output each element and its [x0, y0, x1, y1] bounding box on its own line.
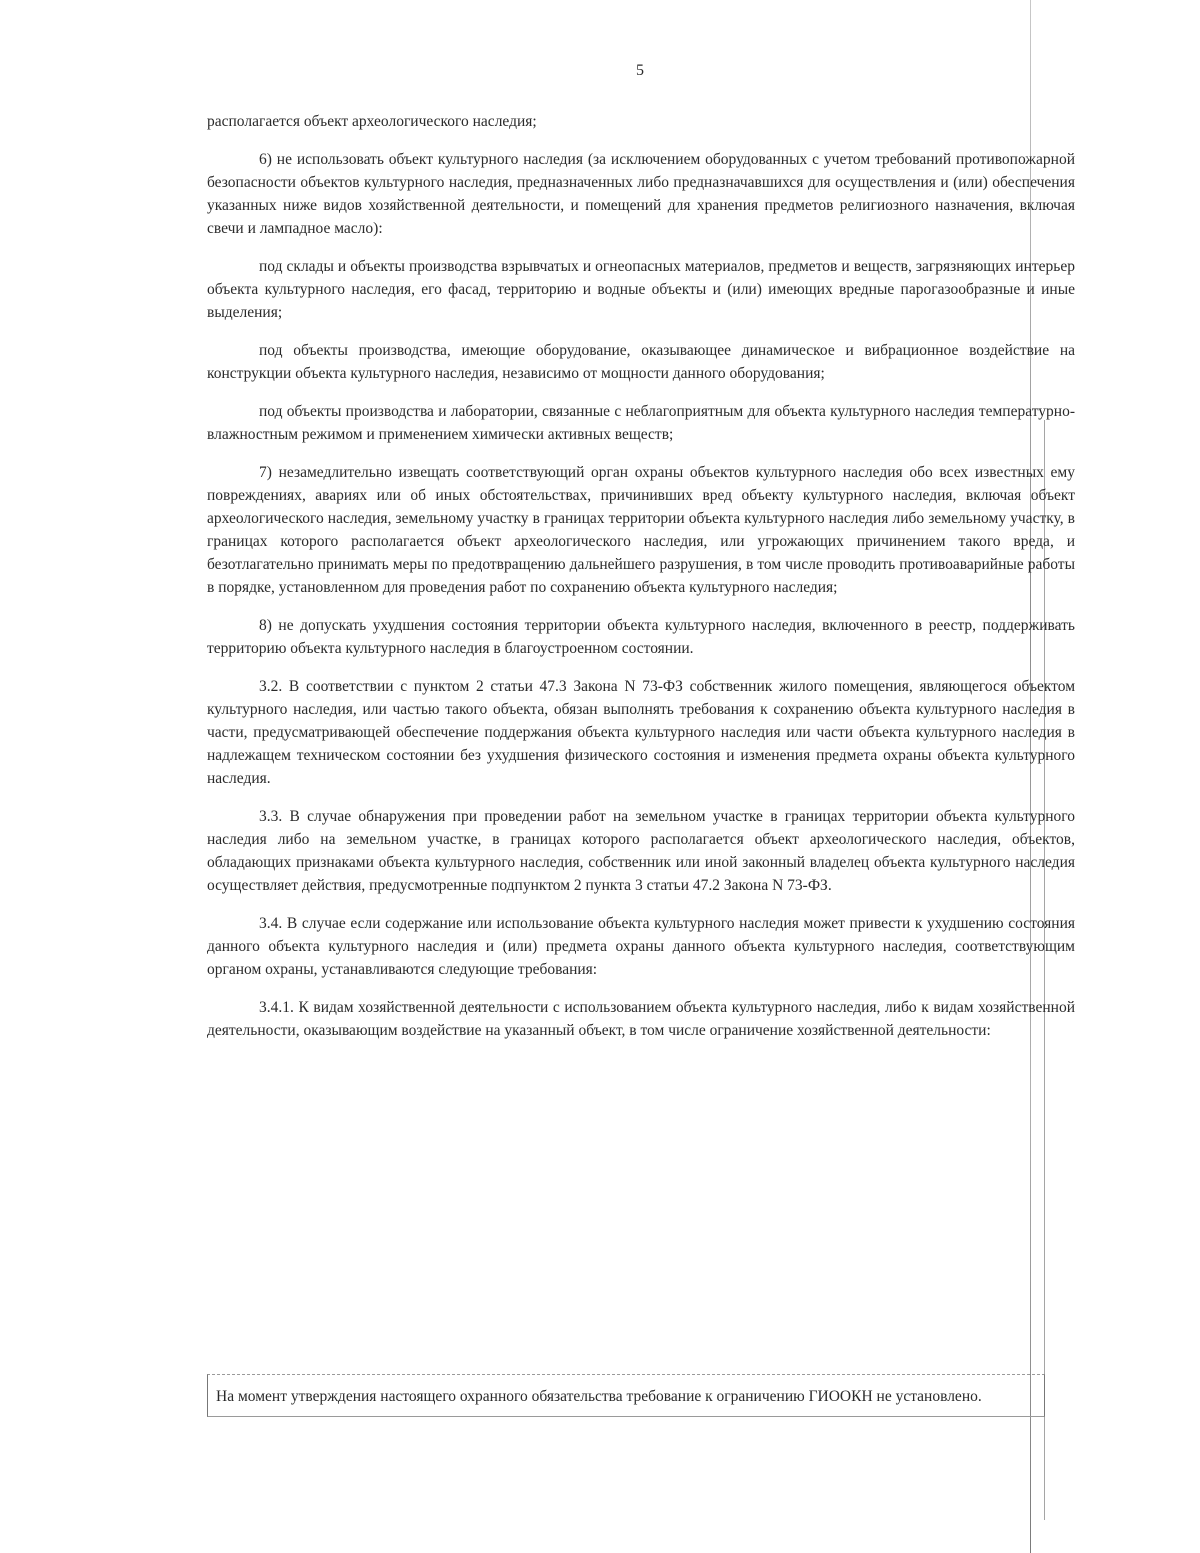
page-number: 5: [636, 62, 644, 79]
paragraph: под объекты производства и лаборатории, связанные с неблагоприятным для объекта культурного наследия температурно-влажностным режимом и применением химически активных веществ;: [207, 403, 1075, 443]
restriction-note-text: На момент утверждения настоящего охранного обязательства требование к ограничению ГИООКН не установлено.: [216, 1388, 982, 1405]
paragraph: 7) незамедлительно извещать соответствующий орган охраны объектов культурного наследия обо всех известных ему повреждениях, авариях или об иных обстоятельствах, причинивших вред объекту культурного наследия, включая объект археологического наследия, земельному участку в границах территории объекта культурного наследия либо земельному участку, в границах которого располагается объект археологического наследия, или угрожающих причинением такого вреда, и безотлагательно принимать меры по предотвращению дальнейшего разрушения, в том числе проводить противоаварийные работы в порядке, установленном для проведения работ по сохранению объекта культурного наследия;: [207, 464, 1075, 596]
paragraph: под склады и объекты производства взрывчатых и огнеопасных материалов, предметов и веществ, загрязняющих интерьер объекта культурного наследия, его фасад, территорию и водные объекты и (или) имеющих вредные парогазообразные и иные выделения;: [207, 258, 1075, 321]
paragraph: 3.4. В случае если содержание или использование объекта культурного наследия может привести к ухудшению состояния данного объекта культурного наследия и (или) предмета охраны данного объекта культурного наследия, соответствующим органом охраны, устанавливаются следующие требования:: [207, 915, 1075, 978]
paragraph: 3.4.1. К видам хозяйственной деятельности с использованием объекта культурного наследия, либо к видам хозяйственной деятельности, оказывающим воздействие на указанный объект, в том числе ограничение хозяйственной деятельности:: [207, 999, 1075, 1039]
paragraph: 8) не допускать ухудшения состояния территории объекта культурного наследия, включенного в реестр, поддерживать территорию объекта культурного наследия в благоустроенном состоянии.: [207, 617, 1075, 657]
paragraph: 3.2. В соответствии с пунктом 2 статьи 47.3 Закона N 73-ФЗ собственник жилого помещения, являющегося объектом культурного наследия, или частью такого объекта, обязан выполнять требования к сохранению объекта культурного наследия в части, предусматривающей обеспечение поддержания объекта культурного наследия или части объекта культурного наследия в надлежащем техническом состоянии без ухудшения физического состояния и изменения предмета охраны объекта культурного наследия.: [207, 678, 1075, 787]
paragraph: 3.3. В случае обнаружения при проведении работ на земельном участке в границах территории объекта культурного наследия либо на земельном участке, в границах которого располагается объект археологического наследия, объектов, обладающих признаками объекта культурного наследия, собственник или иной законный владелец объекта культурного наследия осуществляет действия, предусмотренные подпунктом 2 пункта 3 статьи 47.2 Закона N 73-ФЗ.: [207, 808, 1075, 894]
paragraph: располагается объект археологического наследия;: [207, 113, 537, 130]
paragraph: под объекты производства, имеющие оборудование, оказывающее динамическое и вибрационное воздействие на конструкции объекта культурного наследия, независимо от мощности данного оборудования;: [207, 342, 1075, 382]
restriction-note-box: [207, 1374, 1045, 1417]
paragraph: 6) не использовать объект культурного наследия (за исключением оборудованных с учетом требований противопожарной безопасности объектов культурного наследия, предназначенных либо предназначавшихся для осуществления и (или) обеспечения указанных ниже видов хозяйственной деятельности, и помещений для хранения предметов религиозного назначения, включая свечи и лампадное масло):: [207, 151, 1075, 237]
document-body: [207, 110, 1075, 1057]
